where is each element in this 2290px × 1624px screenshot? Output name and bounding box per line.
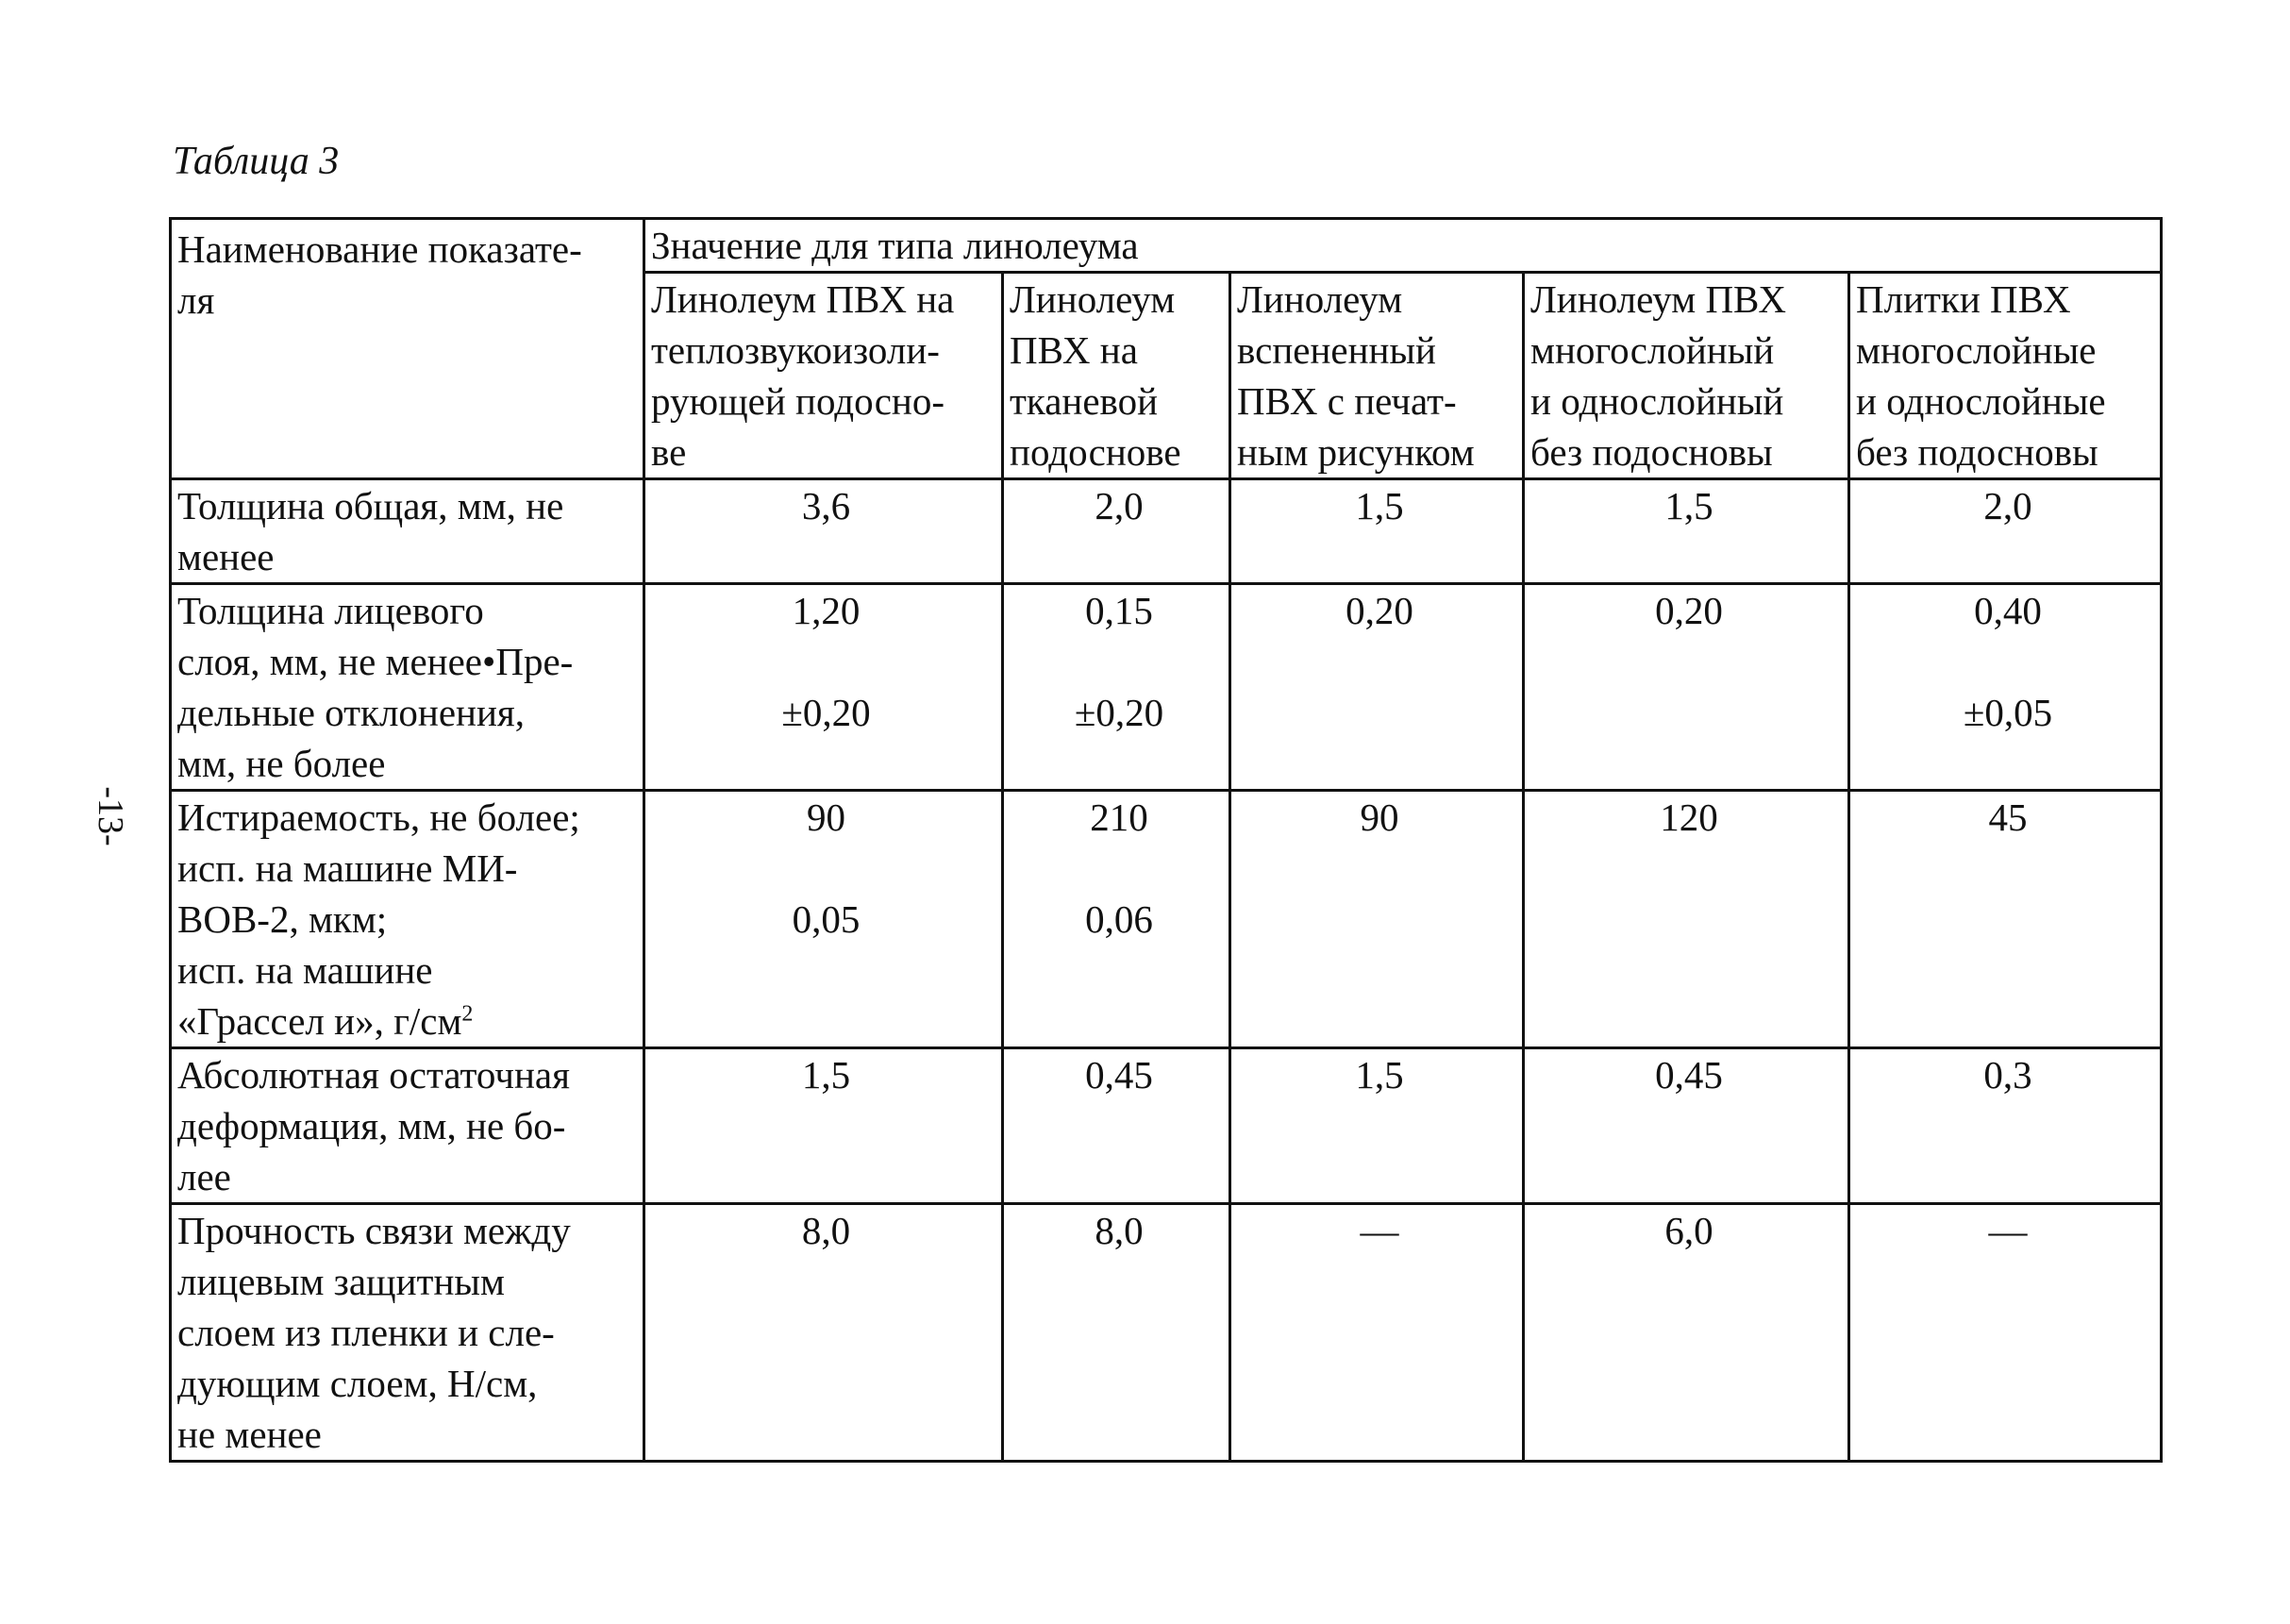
text-line: ВОВ-2, мкм; xyxy=(177,897,388,941)
table-caption: Таблица 3 xyxy=(173,140,340,183)
text-line: ПВХ на xyxy=(1010,328,1138,372)
text-line: Линолеум xyxy=(1010,277,1176,321)
text-line: Абсолютная остаточная xyxy=(177,1053,570,1097)
table-cell: 0,45 xyxy=(1003,1048,1230,1204)
text-line: Линолеум ПВХ на xyxy=(651,277,955,321)
header-col-4 xyxy=(1524,273,1849,479)
text-line: без подосновы xyxy=(1530,430,1773,474)
cell-value: 0,20 xyxy=(1655,589,1723,632)
table-cell: — xyxy=(1849,1204,2162,1462)
text-line: не менее xyxy=(177,1413,322,1456)
text-line: Толщина общая, мм, не xyxy=(177,484,564,527)
text-line: слоем из пленки и сле- xyxy=(177,1311,555,1354)
text-line: ПВХ с печат- xyxy=(1237,379,1457,423)
table-cell xyxy=(1230,584,1524,791)
table-cell xyxy=(644,791,1003,1048)
superscript: 2 xyxy=(461,1001,474,1027)
table-cell: 1,5 xyxy=(1524,479,1849,584)
header-col-5 xyxy=(1849,273,2162,479)
text-line: дельные отклонения, xyxy=(177,691,526,734)
table-cell: 8,0 xyxy=(1003,1204,1230,1462)
header-col-3 xyxy=(1230,273,1524,479)
text-line: мм, не более xyxy=(177,742,386,785)
cell-tolerance: ±0,05 xyxy=(1963,691,2053,734)
row-label xyxy=(171,1048,644,1204)
table-cell: 2,0 xyxy=(1003,479,1230,584)
text-line: Плитки ПВХ xyxy=(1856,277,2071,321)
text-line: и однослойные xyxy=(1856,379,2106,423)
text-line: менее xyxy=(177,535,275,578)
text-line: Истираемость, не более; xyxy=(177,795,580,839)
row-label xyxy=(171,1204,644,1462)
cell-value: 0,15 xyxy=(1085,589,1153,632)
table-cell: — xyxy=(1230,1204,1524,1462)
cell-value: 45 xyxy=(1988,795,2028,839)
cell-value: 0,40 xyxy=(1974,589,2042,632)
header-row-1 xyxy=(171,219,2162,273)
cell-second-value: 0,06 xyxy=(1085,897,1153,941)
text-line: Наименование показате- xyxy=(177,227,582,271)
cell-second-value: 0,05 xyxy=(792,897,861,941)
table-row xyxy=(171,791,2162,1048)
table-cell xyxy=(1003,791,1230,1048)
text-line: исп. на машине МИ- xyxy=(177,846,518,890)
text-line: теплозвукоизоли- xyxy=(651,328,940,372)
text-line: деформация, мм, не бо- xyxy=(177,1104,566,1147)
table-cell: 6,0 xyxy=(1524,1204,1849,1462)
text-line: «Грассел и», г/см xyxy=(177,999,462,1043)
table-row xyxy=(171,1048,2162,1204)
header-col-1 xyxy=(644,273,1003,479)
table-row xyxy=(171,584,2162,791)
table-cell: 8,0 xyxy=(644,1204,1003,1462)
table-row xyxy=(171,1204,2162,1462)
cell-tolerance xyxy=(1237,687,1522,738)
row-label xyxy=(171,791,644,1048)
cell-second-value xyxy=(1237,894,1522,945)
text-line: Линолеум xyxy=(1237,277,1403,321)
text-line: вспененный xyxy=(1237,328,1436,372)
table-cell: 1,5 xyxy=(1230,1048,1524,1204)
page-number: -13- xyxy=(91,786,130,846)
table-cell xyxy=(1849,791,2162,1048)
linoleum-table xyxy=(169,217,2163,1463)
header-col-2 xyxy=(1003,273,1230,479)
table-cell xyxy=(1849,584,2162,791)
cell-value: 0,20 xyxy=(1346,589,1413,632)
cell-second-value xyxy=(1856,894,2160,945)
row-label xyxy=(171,584,644,791)
table-cell xyxy=(1230,791,1524,1048)
cell-value: 210 xyxy=(1090,795,1148,839)
cell-value: 1,20 xyxy=(792,589,861,632)
text-line: исп. на машине xyxy=(177,948,433,992)
table-cell: 3,6 xyxy=(644,479,1003,584)
cell-tolerance: ±0,20 xyxy=(781,691,871,734)
table-cell: 1,5 xyxy=(1230,479,1524,584)
text-line: подоснове xyxy=(1010,430,1181,474)
text-line: многослойные xyxy=(1856,328,2097,372)
text-line: ным рисунком xyxy=(1237,430,1475,474)
text-line: слоя, мм, не менее•Пре- xyxy=(177,640,574,683)
table-cell: 1,5 xyxy=(644,1048,1003,1204)
text-line: ве xyxy=(651,430,687,474)
text-line: без подосновы xyxy=(1856,430,2098,474)
cell-tolerance xyxy=(1530,687,1847,738)
text-line: многослойный xyxy=(1530,328,1775,372)
text-line: дующим слоем, Н/см, xyxy=(177,1362,538,1405)
cell-second-value xyxy=(1530,894,1847,945)
header-indicator-name xyxy=(171,219,644,479)
text-line: рующей подосно- xyxy=(651,379,944,423)
cell-value: 90 xyxy=(1360,795,1399,839)
table-cell: 0,3 xyxy=(1849,1048,2162,1204)
text-line: Прочность связи между xyxy=(177,1209,571,1252)
cell-value: 120 xyxy=(1660,795,1718,839)
text-line: ля xyxy=(177,278,215,322)
text-line: Толщина лицевого xyxy=(177,589,484,632)
cell-value: 90 xyxy=(807,795,845,839)
header-group: Значение для типа линолеума xyxy=(644,219,2162,273)
table-row xyxy=(171,479,2162,584)
text-line: тканевой xyxy=(1010,379,1159,423)
table-cell xyxy=(1003,584,1230,791)
text-line: Линолеум ПВХ xyxy=(1530,277,1786,321)
table-cell xyxy=(644,584,1003,791)
cell-tolerance: ±0,20 xyxy=(1074,691,1164,734)
text-line: лее xyxy=(177,1155,231,1198)
table-cell: 2,0 xyxy=(1849,479,2162,584)
text-line: и однослойный xyxy=(1530,379,1784,423)
text-line: лицевым защитным xyxy=(177,1260,505,1303)
table-cell xyxy=(1524,791,1849,1048)
table-cell: 0,45 xyxy=(1524,1048,1849,1204)
row-label xyxy=(171,479,644,584)
table-cell xyxy=(1524,584,1849,791)
